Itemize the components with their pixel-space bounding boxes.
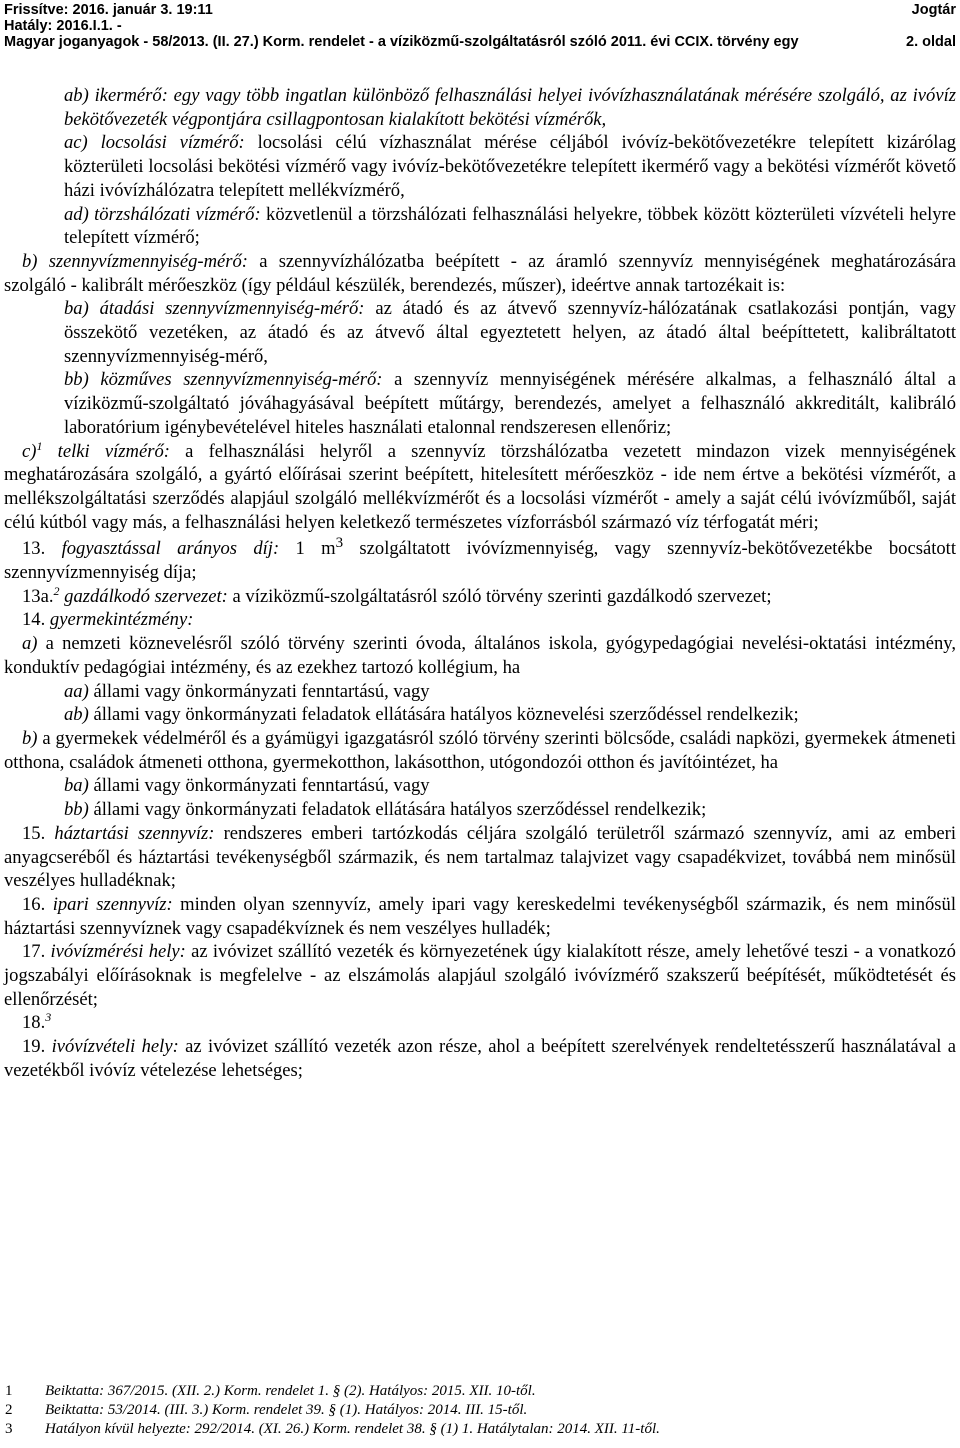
paragraph-19 — [4, 1035, 956, 1082]
term-label: gazdálkodó szervezet: — [59, 585, 228, 607]
footnote-number: 3 — [5, 1421, 13, 1437]
term-text: 1 m — [279, 538, 336, 560]
term-label: a) — [22, 633, 38, 655]
term-text: a gyermekek védelméről és a gyámügyi igazgatásról szóló törvény szerinti bölcsőde, családi napközi, gyermekek átmeneti otthona, családok átmeneti otthona, gyermekotthon, lakásotthon, utógondozói otthon és javítóintézet, ha — [4, 727, 956, 773]
term-text: egy vagy több ingatlan különböző felhasználási helyei ivóvízhasználatának mérésére szolgáló, az ivóvíz bekötővezeték végpontjára csillagpontosan kialakított bekötési vízmérők, — [64, 85, 956, 130]
paragraph-15 — [4, 822, 956, 893]
term-label: ac) locsolási vízmérő: — [64, 132, 245, 154]
term-label: ad) törzshálózati vízmérő: — [64, 203, 261, 225]
paragraph-14ba — [4, 774, 956, 798]
document-body — [4, 84, 956, 1083]
item-number: 14. — [22, 609, 50, 631]
term-text: a szennyvíz mennyiségének mérésére alkalmas, a felhasználó által a víziközmű-szolgáltató jóváhagyásával beépített műtárgy, berendezés, amelyet a felhasználó akkreditált, kalibráló laboratórium igénybevételével hiteles használati etalonnal rendszeresen ellenőriz; — [64, 369, 957, 438]
term-label: gyermekintézmény: — [49, 609, 194, 631]
item-number: 13a. — [22, 585, 54, 607]
term-text: a szennyvízhálózatba beépített - az áramló szennyvíz mennyiségének meghatározására szolgáló - kalibrált mérőeszköz (így például készülék, berendezés, műszer), ideértve annak tartozékait is: — [4, 250, 956, 296]
paragraph-14bb — [4, 798, 956, 822]
item-number: 17. — [22, 941, 51, 963]
term-text: a víziközmű-szolgáltatásról szóló törvény szerinti gazdálkodó szervezet; — [227, 585, 772, 607]
term-text: állami vagy önkormányzati feladatok ellátására hatályos szerződéssel rendelkezik; — [88, 799, 707, 821]
term-text: a nemzeti köznevelésről szóló törvény szerinti óvoda, általános iskola, gyógypedagógiai nevelési-oktatási intézmény, konduktív pedagógiai intézmény, és az ezekhez tartozó kollégium, ha — [4, 633, 956, 678]
footnote-number: 1 — [5, 1383, 13, 1399]
validity-range: Hatály: 2016.I.1. - — [4, 18, 122, 34]
item-number: 13. — [22, 538, 62, 560]
document-title: Magyar joganyagok - 58/2013. (II. 27.) Korm. rendelet - a víziközmű-szolgáltatásról szóló 2011. évi CCIX. törvény egy — [4, 34, 799, 50]
paragraph-b — [4, 250, 956, 297]
term-text: állami vagy önkormányzati feladatok ellátására hatályos köznevelési szerződéssel rendelkezik; — [88, 704, 799, 726]
term-text: szolgáltatott ivóvízmennyiség, vagy szennyvíz-bekötővezetékbe bocsátott szennyvízmennyiség díja; — [4, 538, 957, 584]
term-text: a felhasználási helyről a szennyvíz törzshálózatba vezetett mindazon vizek mennyiségének meghatározására szolgáló, a gyártó előírásai szerint beépített, hitelesített mérőeszköz - ide nem értve a bekötési vízmérőt, a mellékszolgáltatási szerződés alapjául szolgáló mellékvízmérőt és a locsolási vízmérőt - amely a saját célú ivóvízműből, saját célú kútból vagy más, a felhasználási helyen keletkező természetes vízforrásból származó víz térfogatát méri; — [4, 440, 956, 533]
paragraph-14aa — [4, 680, 956, 704]
term-label: ab) ikermérő: — [64, 85, 168, 106]
term-text: locsolási célú vízhasználat mérése céljából ivóvíz-bekötővezetékre telepített kizárólag közterületi locsolási bekötési vízmérő vagy ivóvíz-bekötővezetékre telepített ikermérő vagy a bekötési vízmérőt követő házi ivóvízhálózatra telepített mellékvízmérő, — [64, 132, 956, 201]
term-text: az ivóvizet szállító vezeték azon része, ahol a beépített szerelvények rendeltetésszerű használatával a vezetékből ivóvíz vételezése lehetséges; — [4, 1036, 957, 1081]
term-text: állami vagy önkormányzati fenntartású, vagy — [88, 680, 430, 702]
footnote-ref-2[interactable]: 2 — [53, 583, 60, 598]
footnote-number: 2 — [5, 1402, 13, 1418]
paragraph-ab — [4, 84, 956, 131]
document-header — [4, 2, 956, 50]
term-prefix: c) — [22, 440, 37, 462]
term-text: minden olyan szennyvíz, amely ipari vagy kereskedelmi tevékenységből származik, és nem minősül háztartási szennyvíznek vagy csapadékvíznek és nem veszélyes hulladék; — [4, 893, 956, 939]
term-label: bb) közműves szennyvízmennyiség-mérő: — [64, 369, 383, 391]
term-label: háztartási szennyvíz: — [54, 822, 215, 844]
item-number: 16. — [22, 893, 53, 915]
term-label: b) szennyvízmennyiség-mérő: — [22, 250, 249, 272]
footnote-text: Hatályon kívül helyezte: 292/2014. (XI. 26.) Korm. rendelet 38. § (1) 1. Hatálytalan: 2014. XII. 11-től. — [45, 1421, 660, 1437]
term-label: ivóvízmérési hely: — [50, 941, 186, 963]
term-label: aa) — [64, 680, 89, 702]
paragraph-16 — [4, 893, 956, 940]
term-label: fogyasztással arányos díj: — [61, 538, 280, 560]
item-number: 15. — [22, 822, 55, 844]
item-number: 18. — [22, 1012, 46, 1034]
footnote-ref-3[interactable]: 3 — [45, 1010, 52, 1025]
paragraph-c — [4, 440, 956, 535]
page-number: 2. oldal — [906, 34, 956, 50]
term-text: állami vagy önkormányzati fenntartású, vagy — [88, 775, 430, 797]
term-text: az átadó és az átvevő szennyvíz-hálózatának csatlakozási pontján, vagy összekötő vezetéken, az átadó és az átvevő által egyeztetett helyen, az átadó által beépíttetett, kalibráltatott szennyvízmennyiség-mérő, — [64, 298, 956, 367]
footnote-3 — [4, 1420, 956, 1439]
term-label: ipari szennyvíz: — [52, 893, 173, 915]
paragraph-bb — [4, 368, 956, 439]
footnote-text: Beiktatta: 367/2015. (XII. 2.) Korm. rendelet 1. § (2). Hatályos: 2015. XII. 10-től. — [45, 1383, 536, 1399]
term-label: bb) — [64, 799, 89, 821]
footnotes — [4, 1382, 956, 1439]
paragraph-ba — [4, 297, 956, 368]
term-label: b) — [22, 727, 38, 749]
term-label: telki vízmérő: — [42, 440, 170, 462]
footnote-text: Beiktatta: 53/2014. (III. 3.) Korm. rendelet 39. § (1). Hatályos: 2014. III. 15-től. — [45, 1402, 528, 1418]
footnote-2 — [4, 1401, 956, 1420]
paragraph-ad — [4, 203, 956, 250]
source-label: Jogtár — [911, 2, 956, 18]
paragraph-14a — [4, 632, 956, 679]
term-label: ab) — [64, 704, 89, 726]
paragraph-17 — [4, 940, 956, 1011]
paragraph-ac — [4, 131, 956, 202]
term-text: közvetlenül a törzshálózati felhasználási helyekre, többek között közterületi vízvételi helyre telepített vízmérő; — [64, 203, 956, 249]
item-number: 19. — [22, 1036, 52, 1058]
paragraph-14 — [4, 608, 956, 632]
unit-exponent: 3 — [335, 535, 344, 552]
term-text: az ivóvizet szállító vezeték és környezetének úgy kialakított része, amely lehetővé teszi - a vonatkozó jogszabályi előírásoknak is megfelelve - az elszámolás alapjául szolgáló ivóvízmérő szakszerű beépítését, működtetését és ellenőrzését; — [4, 941, 956, 1010]
paragraph-14ab — [4, 703, 956, 727]
term-label: ba) — [64, 775, 89, 797]
refresh-timestamp: Frissítve: 2016. január 3. 19:11 — [4, 2, 213, 18]
paragraph-13a — [4, 585, 956, 609]
term-text: rendszeres emberi tartózkodás céljára szolgáló területről származó szennyvíz, ami az emberi anyagcseréből és háztartási tevékenységből származik, és nem tartalmaz talajvizet vagy csapadékvizet, továbbá nem minősül veszélyes hulladéknak; — [4, 822, 956, 892]
term-label: ba) átadási szennyvízmennyiség-mérő: — [64, 298, 365, 320]
footnote-1 — [4, 1382, 956, 1401]
footnote-ref-1[interactable]: 1 — [36, 438, 43, 453]
term-label: ivóvízvételi hely: — [51, 1036, 179, 1058]
paragraph-18 — [4, 1011, 956, 1035]
paragraph-14b — [4, 727, 956, 774]
paragraph-13 — [4, 537, 956, 584]
